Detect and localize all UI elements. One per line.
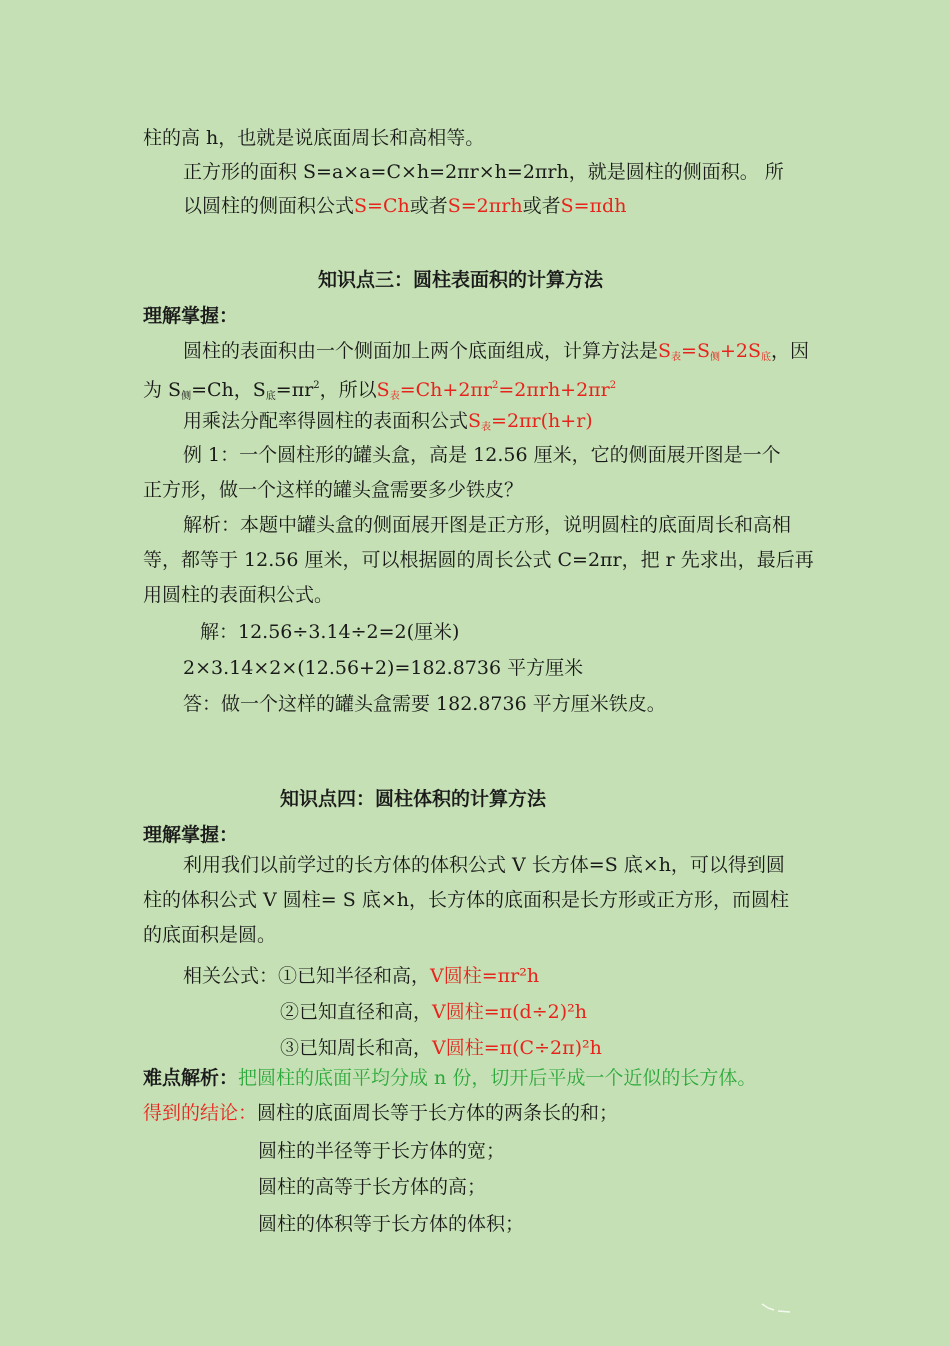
lateral-area-formula-3: S=πdh (560, 195, 627, 217)
volume-formula-radius: V圆柱=πr²h (430, 965, 540, 987)
analysis-line: 解析：本题中罐头盒的侧面展开图是正方形，说明圆柱的底面周长和高相 (183, 514, 792, 536)
section-heading: 知识点四：圆柱体积的计算方法 (280, 788, 547, 810)
formula-line: ②已知直径和高，V圆柱=π(d÷2)²h (280, 1001, 587, 1023)
analysis-line: 等，都等于 12.56 厘米，可以根据圆的周长公式 C=2πr，把 r 先求出，最后再 (143, 549, 814, 571)
solution-line: 2×3.14×2×(12.56+2)=182.8736 平方厘米 (183, 657, 584, 679)
subheading: 理解掌握： (143, 824, 239, 846)
conclusion-line: 圆柱的高等于长方体的高； (258, 1176, 487, 1198)
text-line: 柱的体积公式 V 圆柱= S 底×h，长方体的底面积是长方形或正方形，而圆柱 (143, 889, 789, 911)
text-line: 柱的高 h，也就是说底面周长和高相等。 (143, 127, 485, 149)
conclusion-line: 得到的结论：圆柱的底面周长等于长方体的两条长的和； (143, 1102, 619, 1124)
lateral-area-formula-1: S=Ch (354, 195, 410, 217)
analysis-line: 用圆柱的表面积公式。 (143, 584, 334, 606)
example-line: 例 1：一个圆柱形的罐头盒，高是 12.56 厘米，它的侧面展开图是一个 (183, 444, 781, 466)
answer-line: 答：做一个这样的罐头盒需要 182.8736 平方厘米铁皮。 (183, 693, 666, 715)
volume-formula-circumference: V圆柱=π(C÷2π)²h (432, 1037, 602, 1059)
formula-line: ③已知周长和高，V圆柱=π(C÷2π)²h (280, 1037, 602, 1059)
section-heading: 知识点三：圆柱表面积的计算方法 (318, 269, 604, 291)
subheading: 理解掌握： (143, 305, 239, 327)
text-line: 的底面积是圆。 (143, 924, 277, 946)
conclusion-line: 圆柱的半径等于长方体的宽； (258, 1140, 506, 1162)
volume-formula-diameter: V圆柱=π(d÷2)²h (432, 1001, 587, 1023)
solution-line: 解：12.56÷3.14÷2=2(厘米) (200, 621, 460, 643)
text-line: 为 $S_侧=Ch$，$S_底=\pi r^2$，所以$S_表=Ch+2\pi r^2=2\pi rh+2\pi r^2$ (143, 379, 617, 402)
difficulty-line: 难点解析：把圆柱的底面平均分成 n 份，切开后平成一个近似的长方体。 (143, 1067, 757, 1089)
formula-line: 相关公式：①已知半径和高，V圆柱=πr²h (183, 965, 540, 987)
example-line: 正方形，做一个这样的罐头盒需要多少铁皮？ (143, 479, 524, 501)
text-line: 正方形的面积 S=a×a=C×h=2πr×h=2πrh，就是圆柱的侧面积。 所 (183, 161, 784, 183)
formula-line: 以圆柱的侧面积公式S=Ch或者S=2πrh或者S=πdh (183, 195, 627, 217)
lateral-area-formula-2: S=2πrh (447, 195, 523, 217)
text-line: 利用我们以前学过的长方体的体积公式 V 长方体=S 底×h，可以得到圆 (183, 854, 785, 876)
watermark-mark (760, 1300, 800, 1314)
conclusion-line: 圆柱的体积等于长方体的体积； (258, 1213, 525, 1235)
text-line: 用乘法分配率得圆柱的表面积公式$S_表=2\pi r(h+r)$ (183, 410, 593, 433)
text-line: 圆柱的表面积由一个侧面加上两个底面组成，计算方法是$S_表=S_侧+2S_底$，因 (183, 340, 810, 363)
